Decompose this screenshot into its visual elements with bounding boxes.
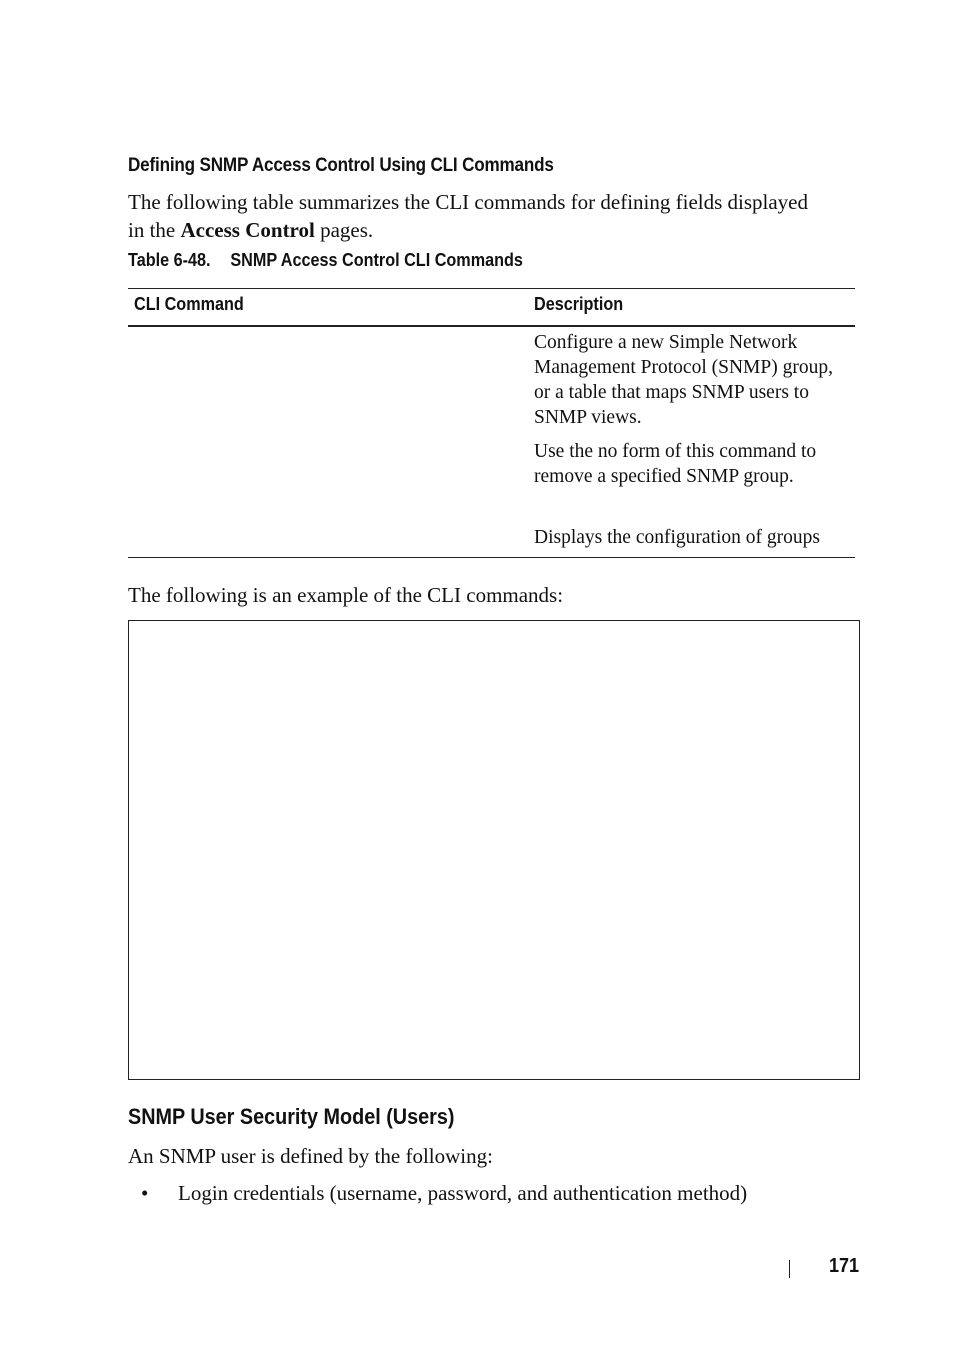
- row-2-description: Displays the configuration of groups: [534, 527, 820, 548]
- row-1-description-paragraph-1: Configure a new Simple Network Management Protocol (SNMP) group, or a table that maps SNMP users to SNMP views.: [534, 332, 833, 428]
- intro-paragraph: [128, 188, 828, 244]
- example-intro: The following is an example of the CLI commands:: [128, 583, 564, 607]
- column-header-description: Description: [534, 294, 624, 314]
- page-number: 171: [829, 1255, 860, 1277]
- subsection-heading: SNMP User Security Model (Users): [128, 1104, 455, 1129]
- cli-example-box: [128, 620, 860, 1080]
- bullet-marker: •: [141, 1181, 149, 1205]
- list-item-text: Login credentials (username, password, and authentication method): [178, 1181, 748, 1205]
- cli-commands-table: [128, 288, 855, 558]
- user-definition-list: [128, 1179, 858, 1207]
- access-control-emphasis: Access Control: [180, 218, 315, 242]
- table-body: [128, 327, 855, 557]
- table-header-row: [128, 289, 855, 327]
- table-caption-title: SNMP Access Control CLI Commands: [230, 250, 523, 270]
- row-1-description-paragraph-2: Use the no form of this command to remove a specified SNMP group.: [534, 441, 817, 487]
- users-intro: An SNMP user is defined by the following:: [128, 1144, 493, 1168]
- intro-text-before: The following table summarizes the CLI commands for defining fields displayed in the: [128, 190, 808, 242]
- list-item: [128, 1179, 858, 1207]
- column-header-cli-command: CLI Command: [134, 294, 244, 314]
- table-caption-number: Table 6-48.: [128, 250, 211, 270]
- footer-divider: [789, 1260, 790, 1278]
- intro-text-after: pages.: [314, 218, 374, 242]
- table-caption: [128, 250, 523, 271]
- section-heading: Defining SNMP Access Control Using CLI Commands: [128, 155, 554, 176]
